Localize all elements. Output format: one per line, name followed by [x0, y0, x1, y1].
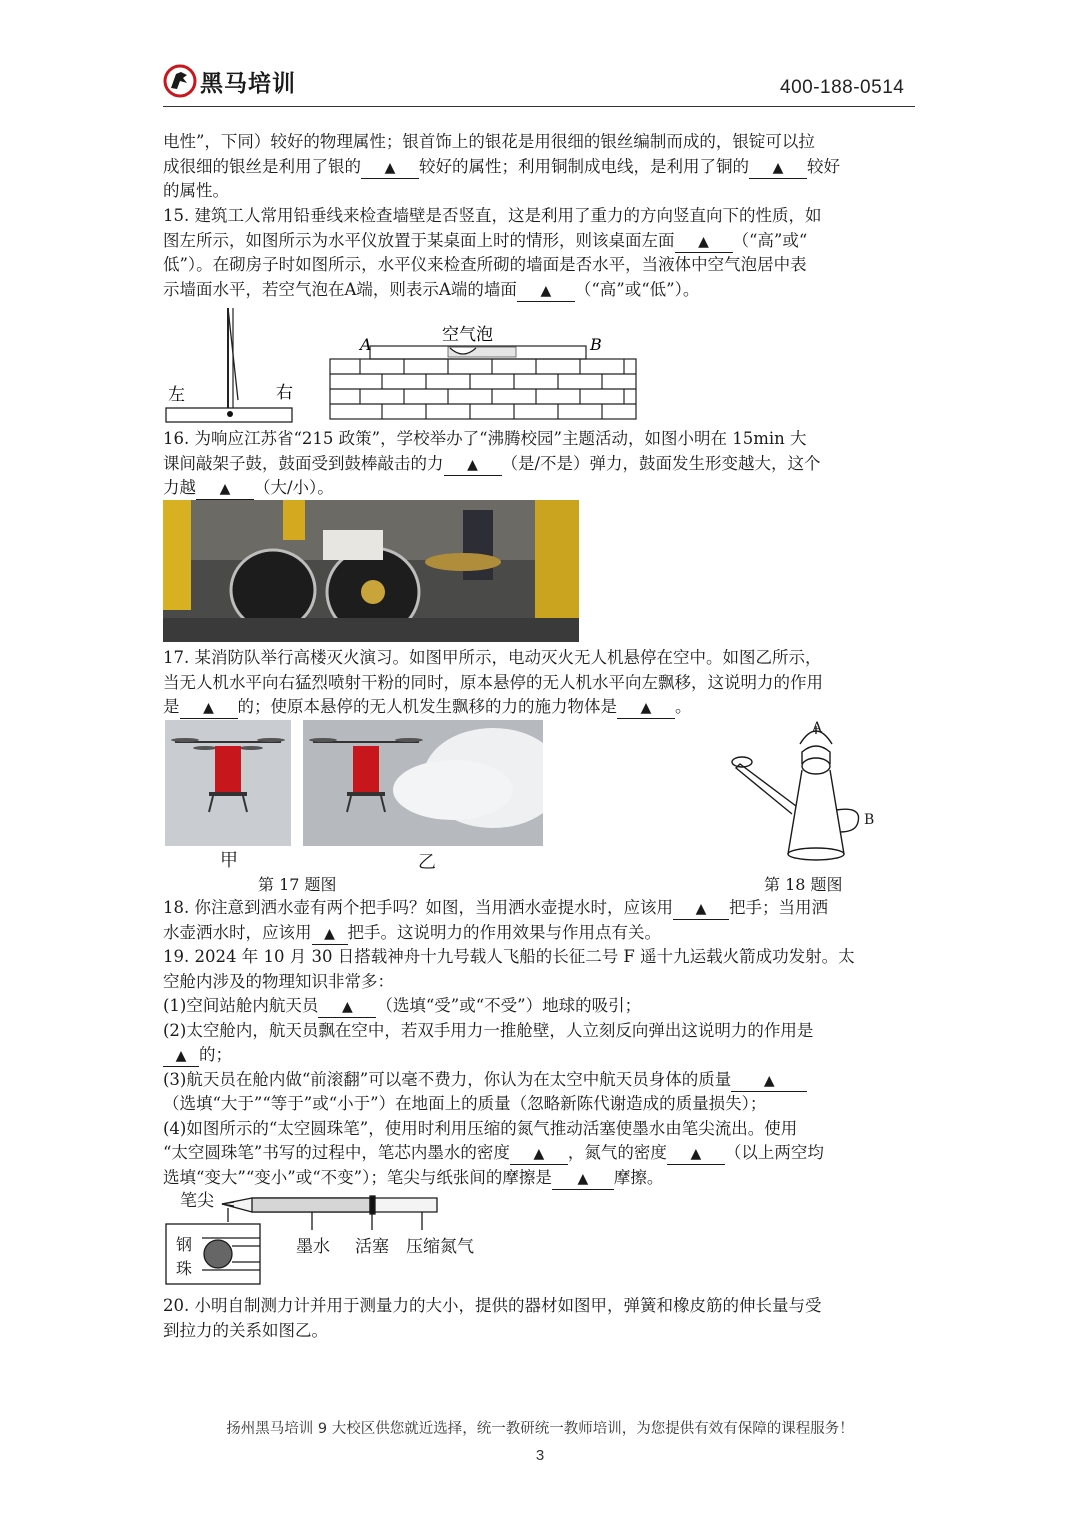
question-14-continuation — [163, 130, 919, 204]
text-segment: （“高”或“ — [732, 230, 808, 250]
text-line: （选填“大于”“等于”或“小于”）在地面上的质量（忽略新陈代谢造成的质量损失）； — [163, 1094, 767, 1113]
text-segment: 把手。这说明力的作用效果与作用点有关。 — [347, 922, 661, 942]
text-segment: 摩擦。 — [613, 1167, 664, 1187]
question-16 — [163, 427, 919, 501]
figure-jia-label: 甲 — [220, 850, 238, 871]
answer-blank[interactable] — [510, 1143, 568, 1165]
text-segment: 示墙面水平，若空气泡在A端，则表示A端的墙面 — [163, 279, 517, 299]
left-label: 左 — [168, 385, 185, 405]
text-line: 的属性。 — [163, 181, 229, 200]
triangle-icon: ▲ — [219, 481, 231, 497]
text-line: 15. 建筑工人常用铅垂线来检查墙壁是否竖直，这是利用了重力的方向竖直向下的性质，如 — [163, 206, 822, 225]
triangle-icon: ▲ — [341, 999, 353, 1015]
triangle-icon: ▲ — [695, 901, 707, 917]
header-divider — [163, 106, 915, 107]
text-line: (4)如图所示的“太空圆珠笔”，使用时利用压缩的氮气推动活塞使墨水由笔尖流出。使用 — [163, 1118, 798, 1138]
question-17 — [163, 646, 919, 720]
answer-blank[interactable] — [731, 1070, 807, 1092]
text-segment: 选填“变大”“变小”或“不变”）；笔尖与纸张间的摩擦是 — [163, 1167, 552, 1187]
text-segment: （是/不是）弹力，鼓面发生形变越大，这个 — [501, 453, 821, 473]
drum-kit-photo — [163, 500, 579, 642]
text-segment: 力越 — [163, 478, 196, 497]
text-line: 空舱内涉及的物理知识非常多： — [163, 971, 394, 991]
horse-logo-icon — [163, 64, 197, 98]
plumb-line-diagram — [166, 308, 293, 422]
text-segment: 成很细的银丝是利用了银的 — [163, 156, 361, 176]
footer-slogan: 扬州黑马培训 9 大校区供您就近选择，统一教研统一教师培训，为您提供有效有保障的课程服务！ — [226, 1421, 854, 1437]
answer-blank[interactable] — [312, 923, 348, 945]
answer-blank[interactable] — [749, 157, 807, 179]
text-segment: （以上两空均 — [724, 1143, 824, 1162]
drone-hovering-photo — [165, 720, 291, 846]
text-segment: 的；使原本悬停的无人机发生飘移的力的施力物体是 — [237, 697, 617, 716]
question-15 — [163, 204, 919, 302]
text-segment: （“高”或“低”）。 — [574, 279, 700, 299]
text-line: 20. 小明自制测力计并用于测量力的大小，提供的器材如图甲，弹簧和橡皮筋的伸长量与受 — [163, 1296, 822, 1315]
text-segment: 课间敲架子鼓，鼓面受到鼓棒敲击的力 — [163, 453, 444, 473]
triangle-icon: ▲ — [324, 925, 335, 942]
text-segment: 水壶洒水时，应该用 — [163, 922, 312, 942]
answer-blank[interactable] — [180, 697, 238, 719]
triangle-icon: ▲ — [577, 1170, 589, 1187]
triangle-icon: ▲ — [384, 159, 396, 176]
answer-blank[interactable] — [361, 157, 419, 179]
question-19 — [163, 945, 919, 1190]
answer-blank[interactable] — [196, 478, 254, 500]
triangle-icon: ▲ — [175, 1048, 187, 1064]
answer-blank[interactable] — [617, 697, 675, 719]
right-label: 右 — [276, 383, 293, 403]
text-segment: “太空圆珠笔”书写的过程中，笔芯内墨水的密度 — [163, 1143, 510, 1162]
text-segment: 。 — [675, 697, 692, 716]
text-line: 电性”，下同）较好的物理属性；银首饰上的银花是用很细的银丝编制而成的，银锭可以拉 — [163, 132, 815, 151]
piston-label: 活塞 — [355, 1237, 389, 1257]
answer-blank[interactable] — [163, 1045, 199, 1067]
answer-blank[interactable] — [675, 231, 733, 253]
brand-logo — [163, 64, 296, 98]
bubble-label: 空气泡 — [442, 325, 493, 345]
text-segment: 的； — [199, 1045, 232, 1064]
hotline-phone: 400-188-0514 — [780, 77, 905, 98]
triangle-icon: ▲ — [540, 282, 552, 299]
text-segment: ，氮气的密度 — [567, 1143, 667, 1162]
answer-blank[interactable] — [318, 996, 376, 1018]
triangle-icon: ▲ — [763, 1072, 775, 1089]
brick-wall-level-diagram — [330, 346, 636, 419]
plumb-and-level-figure — [160, 300, 650, 430]
text-segment: 较好的属性；利用铜制成电线，是利用了铜的 — [419, 156, 749, 176]
pen-tip-label: 笔尖 — [180, 1191, 214, 1211]
answer-blank[interactable] — [444, 454, 502, 476]
compressed-nitrogen-label: 压缩氮气 — [406, 1237, 474, 1257]
text-segment: 18. 你注意到洒水壶有两个把手吗？如图，当用洒水壶提水时，应该用 — [163, 898, 673, 917]
text-segment: （选填“受”或“不受”）地球的吸引； — [376, 996, 642, 1015]
triangle-icon: ▲ — [467, 456, 478, 473]
text-line: 低”）。在砌房子时如图所示，水平仪来检查所砌的墙面是否水平，当液体中空气泡居中表 — [163, 255, 807, 274]
space-pen-figure — [162, 1190, 502, 1290]
drone-spraying-photo — [303, 720, 543, 846]
triangle-icon: ▲ — [640, 700, 652, 716]
brand-name: 黑马培训 — [200, 70, 296, 97]
text-segment: 图左所示，如图所示为水平仪放置于某桌面上时的情形，则该桌面左面 — [163, 230, 675, 250]
answer-blank[interactable] — [552, 1168, 614, 1190]
text-segment: 把手；当用洒 — [729, 898, 828, 917]
steel-ball-label-1: 钢 — [176, 1235, 193, 1254]
text-line: 到拉力的关系如图乙。 — [163, 1320, 328, 1340]
watering-can-figure — [728, 714, 888, 864]
question-20 — [163, 1294, 919, 1343]
answer-blank[interactable] — [517, 280, 575, 302]
text-segment: (3)航天员在舱内做“前滚翻”可以毫不费力，你认为在太空中航天员身体的质量 — [163, 1069, 732, 1089]
triangle-icon: ▲ — [690, 1146, 702, 1162]
page-number: 3 — [535, 1447, 545, 1464]
text-line: 17. 某消防队举行高楼灭火演习。如图甲所示，电动灭火无人机悬停在空中。如图乙所示， — [163, 648, 822, 667]
text-line: 当无人机水平向右猛烈喷射干粉的同时，原本悬停的无人机水平向左飘移，这说明力的作用 — [163, 672, 823, 692]
end-a-label: A — [360, 335, 372, 354]
answer-blank[interactable] — [667, 1143, 725, 1165]
triangle-icon: ▲ — [533, 1146, 545, 1162]
answer-blank[interactable] — [673, 898, 729, 920]
text-segment: 是 — [163, 697, 180, 716]
text-segment: (1)空间站舱内航天员 — [163, 996, 319, 1015]
triangle-icon: ▲ — [698, 233, 709, 250]
text-line: (2)太空舱内，航天员飘在空中，若双手用力一推舱壁，人立刻反向弹出这说明力的作用是 — [163, 1020, 814, 1040]
figure-17-caption: 第 17 题图 — [258, 875, 337, 894]
steel-ball-label-2: 珠 — [176, 1259, 193, 1278]
question-18 — [163, 896, 919, 945]
text-line: 16. 为响应江苏省“215 政策”，学校举办了“沸腾校园”主题活动，如图小明在 15min 大 — [163, 429, 807, 448]
ink-label: 墨水 — [296, 1237, 330, 1257]
triangle-icon: ▲ — [772, 159, 784, 176]
handle-b-label: B — [864, 812, 875, 828]
triangle-icon: ▲ — [203, 700, 214, 716]
end-b-label: B — [590, 335, 602, 354]
handle-a-label: A — [812, 720, 823, 736]
figure-yi-label: 乙 — [418, 852, 436, 873]
text-segment: （大/小）。 — [254, 478, 334, 497]
figure-18-caption: 第 18 题图 — [764, 875, 843, 894]
text-segment: 较好 — [807, 156, 840, 176]
text-line: 19. 2024 年 10 月 30 日搭载神舟十九号载人飞船的长征二号 F 遥十九运载火箭成功发射。太 — [163, 947, 855, 966]
